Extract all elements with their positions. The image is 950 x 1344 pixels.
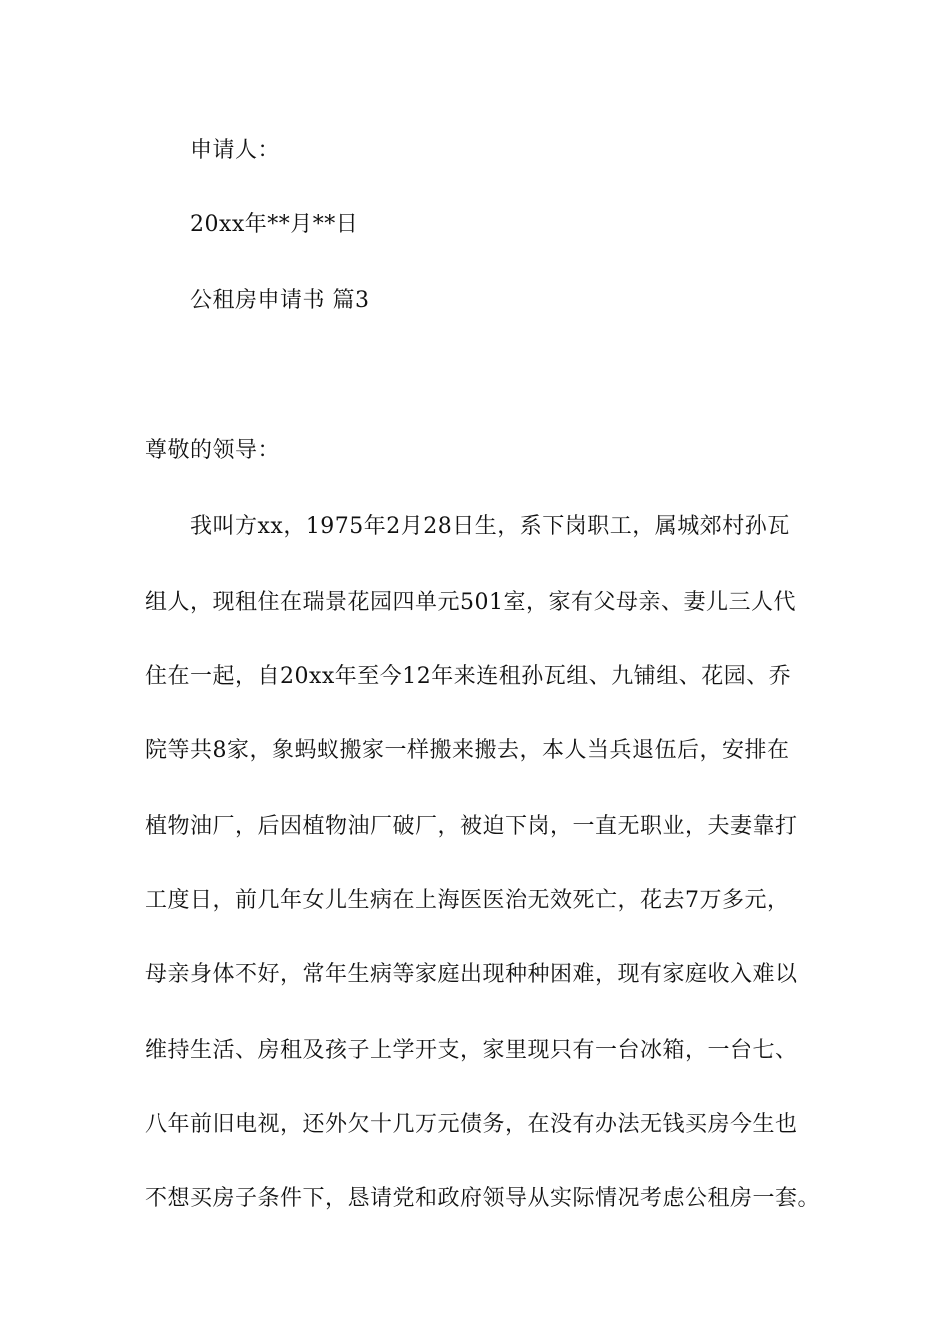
date-line: 20xx年**月**日	[190, 212, 359, 237]
body-line: 组人，现租住在瑞景花园四单元501室，家有父母亲、妻儿三人代	[145, 590, 796, 615]
body-line: 母亲身体不好，常年生病等家庭出现种种困难，现有家庭收入难以	[145, 962, 798, 987]
body-line: 维持生活、房租及孩子上学开支，家里现只有一台冰箱，一台七、	[145, 1038, 798, 1063]
body-line: 植物油厂，后因植物油厂破厂，被迫下岗，一直无职业，夫妻靠打	[145, 814, 798, 839]
applicant-label: 申请人：	[190, 138, 281, 163]
section-title: 公租房申请书 篇3	[190, 288, 370, 313]
body-line: 我叫方xx，1975年2月28日生，系下岗职工，属城郊村孙瓦	[190, 514, 790, 539]
body-line: 院等共8家，象蚂蚁搬家一样搬来搬去，本人当兵退伍后，安排在	[145, 738, 790, 763]
body-line: 不想买房子条件下，恳请党和政府领导从实际情况考虑公租房一套。	[145, 1186, 821, 1211]
body-line: 工度日，前几年女儿生病在上海医医治无效死亡，花去7万多元，	[145, 888, 790, 913]
body-line: 八年前旧电视，还外欠十几万元债务，在没有办法无钱买房今生也	[145, 1112, 798, 1137]
body-line: 住在一起，自20xx年至今12年来连租孙瓦组、九铺组、花园、乔	[145, 664, 792, 689]
salutation: 尊敬的领导：	[145, 438, 281, 463]
